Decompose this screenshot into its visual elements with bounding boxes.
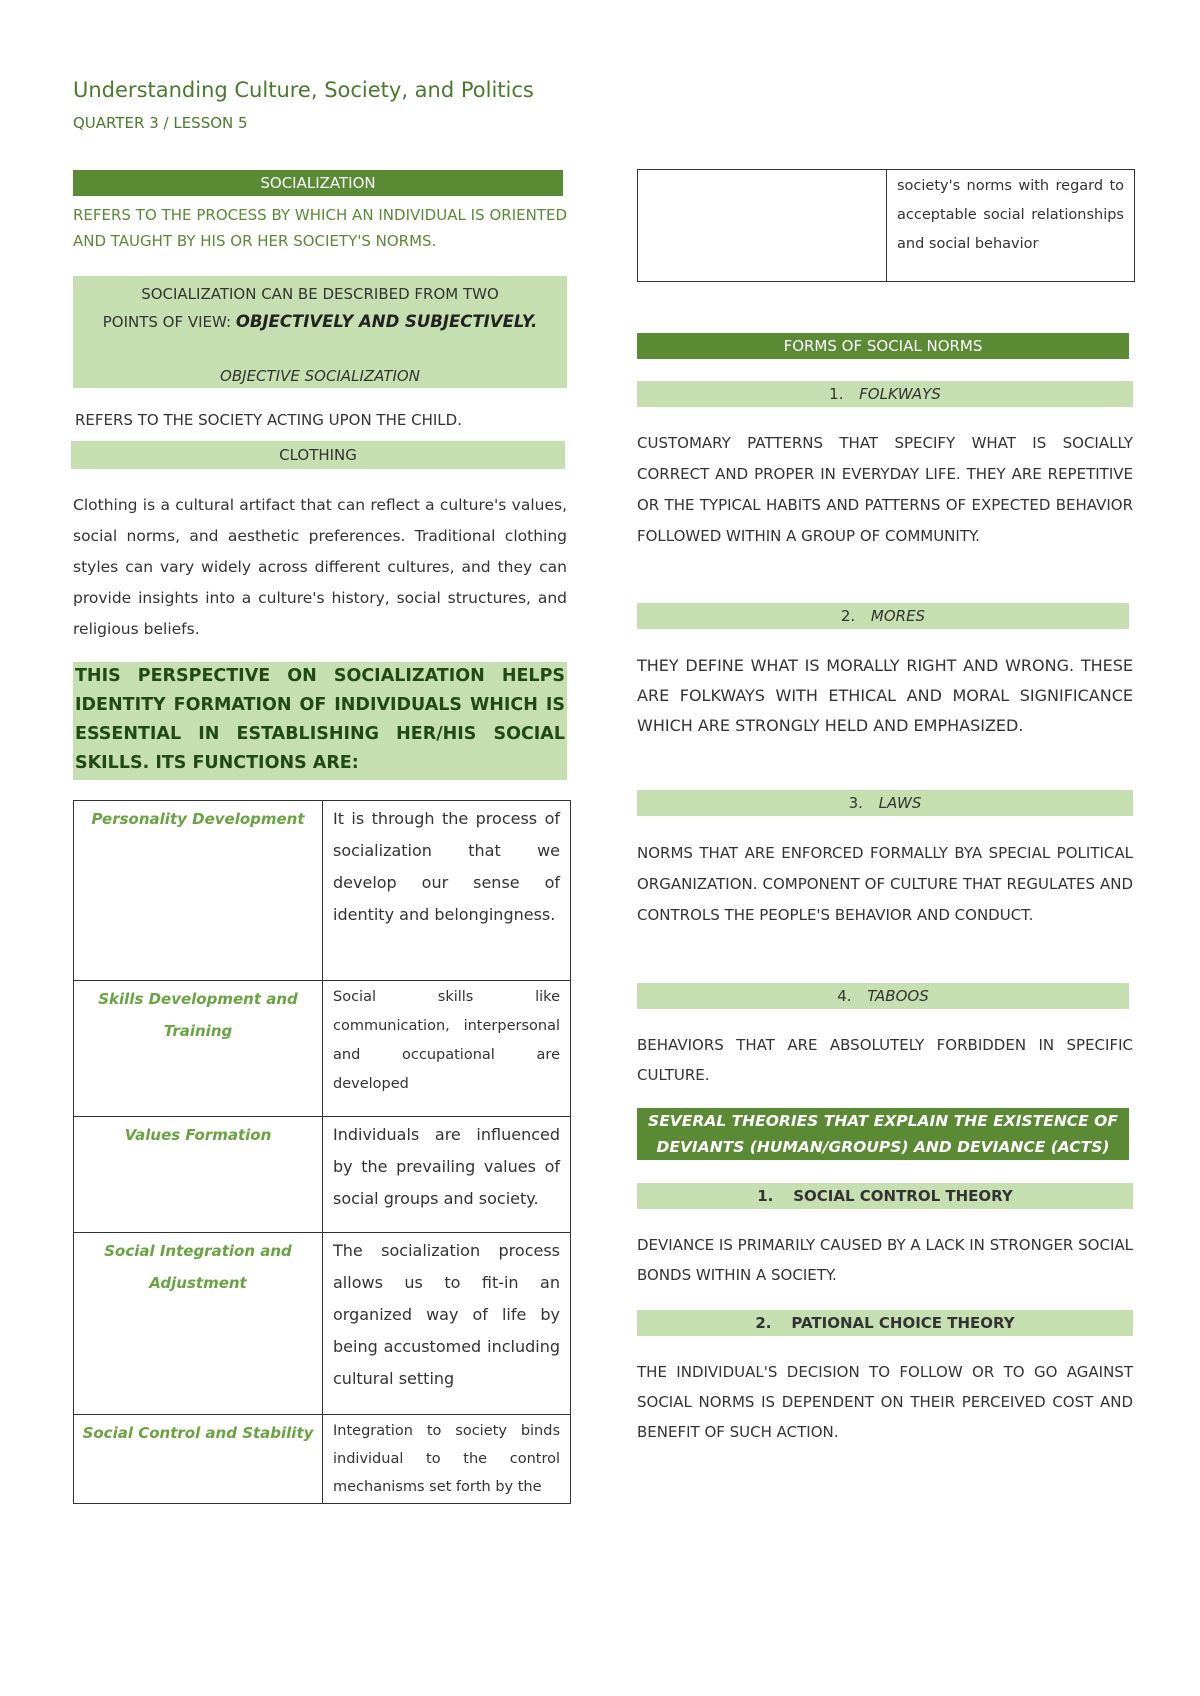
points-of-view-line1: SOCIALIZATION CAN BE DESCRIBED FROM TWO xyxy=(141,285,499,303)
socialization-heading: SOCIALIZATION xyxy=(73,170,563,196)
form-text-laws: NORMS THAT ARE ENFORCED FORMALLY BYA SPECIAL POLITICAL ORGANIZATION. COMPONENT OF CULTURE THAT REGULATES AND CONTROLS THE PEOPLE'S BEHAVIOR AND CONDUCT. xyxy=(637,844,1133,924)
function-description: society's norms with regard to acceptable social relationships and social behavior xyxy=(887,170,1135,282)
theories-heading: SEVERAL THEORIES THAT EXPLAIN THE EXISTENCE OF DEVIANTS (HUMAN/GROUPS) AND DEVIANCE (ACTS) xyxy=(637,1108,1129,1160)
form-title: FOLKWAYS xyxy=(859,385,941,403)
form-text-mores: THEY DEFINE WHAT IS MORALLY RIGHT AND WRONG. THESE ARE FOLKWAYS WITH ETHICAL AND MORAL SIGNIFICANCE WHICH ARE STRONGLY HELD AND EMPHASIZED. xyxy=(637,656,1133,735)
function-description: It is through the process of socialization that we develop our sense of identity and belongingness. xyxy=(323,801,571,981)
function-name: Skills Development and Training xyxy=(74,981,323,1117)
form-heading-folkways xyxy=(637,381,1133,407)
form-title: MORES xyxy=(870,607,926,625)
function-name: Values Formation xyxy=(74,1117,323,1233)
points-of-view-line2 xyxy=(73,308,567,336)
table-row xyxy=(74,1117,571,1233)
theory-heading-rational-choice xyxy=(637,1310,1133,1336)
form-title: TABOOS xyxy=(867,987,929,1005)
clothing-paragraph: Clothing is a cultural artifact that can reflect a culture's values, social norms, and aesthetic preferences. Traditional clothing styles can vary widely across different cultures, and they can provide insights into a culture's history, social structures, and religious beliefs. xyxy=(73,496,567,638)
function-description: The socialization process allows us to fit-in an organized way of life by being accustomed including cultural setting xyxy=(323,1233,571,1415)
form-title: LAWS xyxy=(878,794,922,812)
forms-of-social-norms-heading: FORMS OF SOCIAL NORMS xyxy=(637,333,1129,359)
table-row xyxy=(74,1233,571,1415)
function-description: Individuals are influenced by the prevailing values of social groups and society. xyxy=(323,1117,571,1233)
points-of-view-emphasis: OBJECTIVELY AND SUBJECTIVELY. xyxy=(235,312,538,331)
theory-number: 1. xyxy=(757,1187,774,1205)
table-row xyxy=(74,1415,571,1504)
form-text-folkways: CUSTOMARY PATTERNS THAT SPECIFY WHAT IS SOCIALLY CORRECT AND PROPER IN EVERYDAY LIFE. THEY ARE REPETITIVE OR THE TYPICAL HABITS AND PATTERNS OF EXPECTED BEHAVIOR FOLLOWED WITHIN A GROUP OF COMMUNITY. xyxy=(637,434,1133,545)
form-number: 4. xyxy=(837,987,852,1005)
points-of-view-prefix: POINTS OF VIEW: xyxy=(102,313,236,331)
form-text-taboos: BEHAVIORS THAT ARE ABSOLUTELY FORBIDDEN IN SPECIFIC CULTURE. xyxy=(637,1036,1133,1084)
form-number: 2. xyxy=(840,607,856,625)
objective-socialization-definition: REFERS TO THE SOCIETY ACTING UPON THE CHILD. xyxy=(75,411,462,429)
function-description: Integration to society binds individual to the control mechanisms set forth by the xyxy=(323,1415,571,1504)
document-title: Understanding Culture, Society, and Politics xyxy=(73,78,534,102)
form-heading-taboos xyxy=(637,983,1129,1009)
function-name: Social Integration and Adjustment xyxy=(74,1233,323,1415)
theory-title: PATIONAL CHOICE THEORY xyxy=(791,1314,1015,1332)
function-name: Personality Development xyxy=(74,801,323,981)
socialization-definition: REFERS TO THE PROCESS BY WHICH AN INDIVIDUAL IS ORIENTED AND TAUGHT BY HIS OR HER SOCIETY'S NORMS. xyxy=(73,206,567,250)
objective-socialization-heading: OBJECTIVE SOCIALIZATION xyxy=(220,367,420,385)
theory-text-social-control: DEVIANCE IS PRIMARILY CAUSED BY A LACK IN STRONGER SOCIAL BONDS WITHIN A SOCIETY. xyxy=(637,1236,1133,1284)
perspective-callout: THIS PERSPECTIVE ON SOCIALIZATION HELPS IDENTITY FORMATION OF INDIVIDUALS WHICH IS ESSENTIAL IN ESTABLISHING HER/HIS SOCIAL SKILLS. ITS FUNCTIONS ARE: xyxy=(73,662,567,780)
theory-text-rational-choice: THE INDIVIDUAL'S DECISION TO FOLLOW OR TO GO AGAINST SOCIAL NORMS IS DEPENDENT ON THEIR PERCEIVED COST AND BENEFIT OF SUCH ACTION. xyxy=(637,1363,1133,1441)
theory-title: SOCIAL CONTROL THEORY xyxy=(793,1187,1013,1205)
form-number: 1. xyxy=(829,385,844,403)
theory-heading-social-control xyxy=(637,1183,1133,1209)
table-row xyxy=(74,981,571,1117)
document-subtitle: QUARTER 3 / LESSON 5 xyxy=(73,114,248,132)
function-description: Social skills like communication, interpersonal and occupational are developed xyxy=(323,981,571,1117)
functions-table-continued xyxy=(637,169,1135,282)
form-heading-laws xyxy=(637,790,1133,816)
form-heading-mores xyxy=(637,603,1129,629)
function-name-empty xyxy=(638,170,887,282)
form-number: 3. xyxy=(848,794,863,812)
table-row xyxy=(74,801,571,981)
functions-table xyxy=(73,800,571,1504)
theory-number: 2. xyxy=(755,1314,772,1332)
points-of-view-box xyxy=(73,276,567,388)
function-name: Social Control and Stability xyxy=(74,1415,323,1504)
table-row xyxy=(638,170,1135,282)
clothing-heading: CLOTHING xyxy=(71,441,565,469)
